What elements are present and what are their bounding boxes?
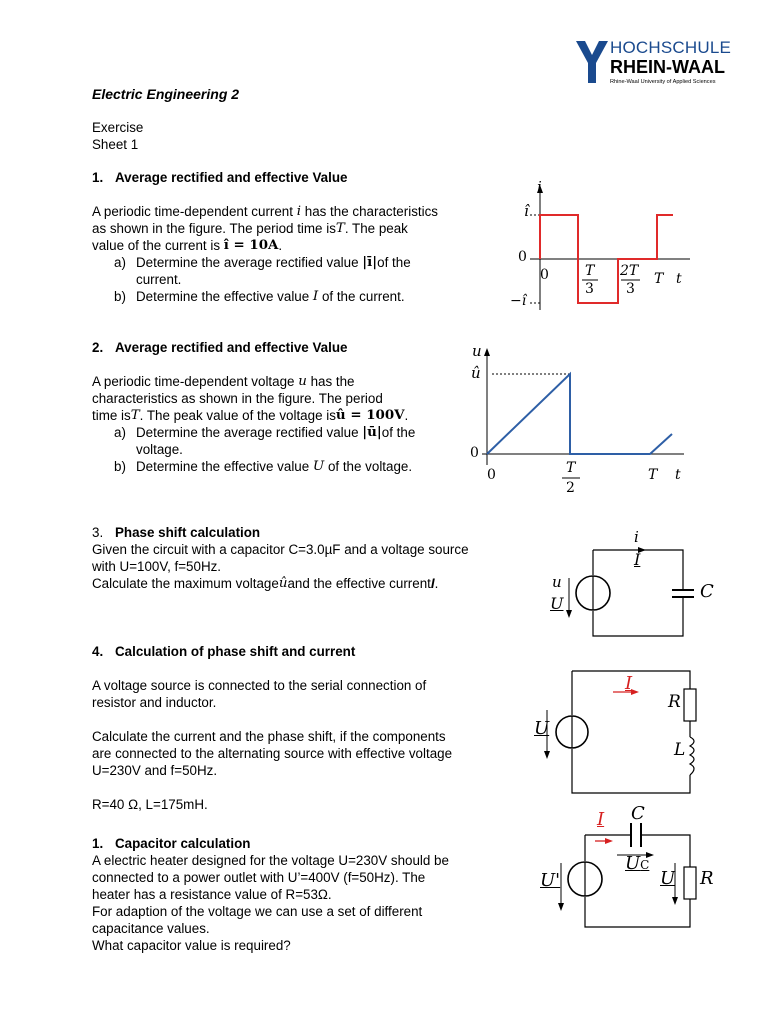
- current-label-I: I: [634, 550, 641, 569]
- time-label: t: [676, 271, 682, 287]
- math-equation: û = 100V: [335, 407, 405, 423]
- question-number: 1.: [92, 836, 104, 851]
- text-run: value of the current is: [92, 238, 221, 253]
- capacitor-label-C: C: [700, 581, 714, 602]
- capacitor-label-C: C: [631, 803, 645, 824]
- question-5-text-line: [92, 920, 449, 937]
- text-run: resistor and inductor.: [92, 695, 217, 710]
- logo-line-3: Rhine-Waal University of Applied Sciences: [610, 79, 716, 85]
- period-label: T: [654, 271, 664, 287]
- zero-label: 0: [518, 249, 527, 265]
- text-run: . The peak: [344, 221, 408, 236]
- text-run: A periodic time-dependent voltage: [92, 374, 295, 389]
- question-1-part-a-cont: [92, 271, 438, 288]
- math-expression: |ū|: [362, 424, 382, 440]
- text-run: .: [404, 408, 409, 423]
- neg-peak-label: −î: [510, 293, 527, 309]
- x-zero-label: 0: [487, 467, 496, 483]
- text-run: Calculate the current and the phase shift, if the components: [92, 729, 446, 744]
- axis-label-u: u: [472, 342, 482, 360]
- text-run: Determine the effective value: [136, 459, 310, 474]
- part-key: b): [114, 459, 126, 474]
- text-run: with U=100V, f=50Hz.: [92, 559, 222, 574]
- question-number: 2.: [92, 340, 104, 355]
- question-5: [92, 835, 449, 954]
- text-run: R=40 Ω, L=175mH.: [92, 797, 208, 812]
- math-variable: i: [296, 204, 302, 219]
- text-run: Determine the average rectified value: [136, 425, 359, 440]
- current-label-I: I: [625, 673, 633, 694]
- question-5-text-line: [92, 852, 449, 869]
- question-4-text-line: [92, 694, 452, 711]
- text-run: as shown in the figure. The period time is: [92, 221, 336, 236]
- current-label-I: I: [597, 809, 605, 830]
- math-variable: T: [335, 221, 345, 236]
- question-1: [92, 169, 438, 305]
- text-run: .: [434, 576, 439, 591]
- question-2: [92, 339, 415, 475]
- question-4-text-line: [92, 745, 452, 762]
- t-third-num: T: [585, 263, 595, 279]
- text-run: has the characteristics: [304, 204, 438, 219]
- question-1-text-line: [92, 237, 438, 254]
- question-4-text-line: [92, 677, 452, 694]
- math-expression: |ī|: [362, 254, 378, 270]
- question-title: Average rectified and effective Value: [115, 170, 348, 185]
- math-variable: U: [312, 459, 325, 474]
- voltage-label-U: U: [534, 718, 550, 739]
- resistor-label-R: R: [700, 868, 714, 889]
- part-key: b): [114, 289, 126, 304]
- question-number: 4.: [92, 644, 104, 659]
- figure-current-waveform: [500, 180, 700, 315]
- text-run: time is: [92, 408, 131, 423]
- math-variable: u: [298, 374, 307, 389]
- text-run: voltage.: [136, 442, 183, 457]
- text-run: Determine the effective value: [136, 289, 310, 304]
- capacitor-voltage-subscript: C: [640, 858, 650, 872]
- half-t-den: 2: [566, 480, 575, 496]
- text-run: of the voltage.: [327, 459, 413, 474]
- part-key: a): [114, 255, 126, 270]
- question-title: Average rectified and effective Value: [115, 340, 348, 355]
- text-run: Given the circuit with a capacitor C=3.0µF and a voltage source: [92, 542, 469, 557]
- part-key: a): [114, 425, 126, 440]
- time-label: t: [675, 467, 681, 483]
- question-4-text-line: [92, 728, 452, 745]
- text-run: . The peak value of the voltage is: [139, 408, 336, 423]
- two-t-third-den: 3: [626, 281, 635, 297]
- text-run: Determine the average rectified value: [136, 255, 359, 270]
- text-run: are connected to the alternating source with effective voltage: [92, 746, 453, 761]
- figure-rl-circuit: [525, 665, 715, 800]
- question-5-text-line: [92, 869, 449, 886]
- question-title: Calculation of phase shift and current: [115, 644, 356, 659]
- resistor-label-R: R: [668, 692, 681, 712]
- question-2-part-a-cont: [92, 441, 415, 458]
- question-1-heading: [92, 169, 438, 186]
- inductor-label-L: L: [674, 740, 686, 760]
- math-variable: I: [312, 289, 319, 304]
- text-run: .: [278, 238, 283, 253]
- question-4: [92, 643, 452, 813]
- text-run: current.: [136, 272, 182, 287]
- question-3-text-line: [92, 541, 469, 558]
- rl-circuit-diagram: [525, 665, 715, 800]
- question-number: 1.: [92, 170, 104, 185]
- question-2-part-a: [92, 424, 415, 441]
- question-5-text-line: [92, 903, 449, 920]
- t-third-den: 3: [585, 281, 594, 297]
- math-variable: û: [278, 576, 288, 591]
- university-logo: [572, 36, 738, 104]
- text-run: characteristics as shown in the figure. The period: [92, 391, 383, 406]
- text-run: capacitance values.: [92, 921, 210, 936]
- course-title: Electric Engineering 2: [92, 86, 240, 102]
- text-run: has the: [310, 374, 355, 389]
- text-run: of the: [377, 255, 411, 270]
- capacitor-voltage-symbol: U: [625, 853, 641, 874]
- peak-label: î: [524, 202, 529, 220]
- question-3-text-line: [92, 575, 469, 592]
- voltage-label-u: u: [552, 573, 562, 591]
- question-5-text-line: [92, 937, 449, 954]
- text-run: What capacitor value is required?: [92, 938, 291, 953]
- question-4-heading: [92, 643, 452, 660]
- question-5-heading: [92, 835, 449, 852]
- question-3-text-line: [92, 558, 469, 575]
- math-variable: I: [430, 576, 435, 591]
- logo-y-icon: [574, 39, 610, 85]
- text-run: A electric heater designed for the voltage U=230V should be: [92, 853, 449, 868]
- figure-heater-circuit: [535, 805, 725, 935]
- axis-label-i: i: [537, 178, 542, 196]
- text-run: heater has a resistance value of R=53Ω.: [92, 887, 332, 902]
- exercise-label: Exercise: [92, 120, 144, 135]
- two-t-third-num: 2T: [620, 263, 639, 279]
- question-2-heading: [92, 339, 415, 356]
- question-2-part-b: [92, 458, 415, 475]
- question-3-heading: [92, 524, 469, 541]
- text-run: A voltage source is connected to the serial connection of: [92, 678, 427, 693]
- half-t-num: T: [566, 460, 576, 476]
- question-1-text-line: [92, 220, 438, 237]
- text-run: For adaption of the voltage we can use a set of different: [92, 904, 423, 919]
- question-1-part-a: [92, 254, 438, 271]
- current-label-i: i: [634, 528, 639, 546]
- question-1-text-line: [92, 203, 438, 220]
- logo-line-1: HOCHSCHULE: [610, 38, 732, 57]
- text-run: Calculate the maximum voltage: [92, 576, 279, 591]
- question-2-text-line: [92, 373, 415, 390]
- figure-capacitor-circuit: [548, 530, 728, 640]
- math-variable: T: [130, 408, 140, 423]
- sheet-label: Sheet 1: [92, 137, 139, 152]
- text-run: connected to a power outlet with U’=400V (f=50Hz). The: [92, 870, 426, 885]
- question-3: [92, 524, 469, 592]
- text-run: and the effective current: [287, 576, 431, 591]
- figure-voltage-waveform: [462, 340, 692, 495]
- question-4-text-line: [92, 762, 452, 779]
- question-2-text-line: [92, 390, 415, 407]
- voltage-waveform-plot: [462, 340, 692, 495]
- question-5-text-line: [92, 886, 449, 903]
- text-run: of the: [381, 425, 416, 440]
- current-waveform-plot: [500, 180, 700, 315]
- question-2-text-line: [92, 407, 415, 424]
- heater-voltage-label: U: [660, 868, 676, 889]
- text-run: U=230V and f=50Hz.: [92, 763, 218, 778]
- math-equation: î = 10A: [223, 237, 279, 253]
- text-run: A periodic time-dependent current: [92, 204, 293, 219]
- capacitor-voltage-label: [625, 855, 649, 873]
- zero-label: 0: [470, 445, 479, 461]
- peak-label: û: [471, 364, 481, 382]
- question-title: Phase shift calculation: [115, 525, 261, 540]
- source-voltage-label: U': [540, 870, 561, 891]
- question-4-text-line: [92, 796, 452, 813]
- text-run: of the current.: [321, 289, 405, 304]
- x-zero-label: 0: [540, 267, 549, 283]
- voltage-label-U: U: [550, 594, 564, 613]
- question-title: Capacitor calculation: [115, 836, 251, 851]
- period-label: T: [648, 467, 658, 483]
- logo-line-2: RHEIN-WAAL: [610, 57, 725, 77]
- question-1-part-b: [92, 288, 438, 305]
- question-number: 3.: [92, 525, 104, 540]
